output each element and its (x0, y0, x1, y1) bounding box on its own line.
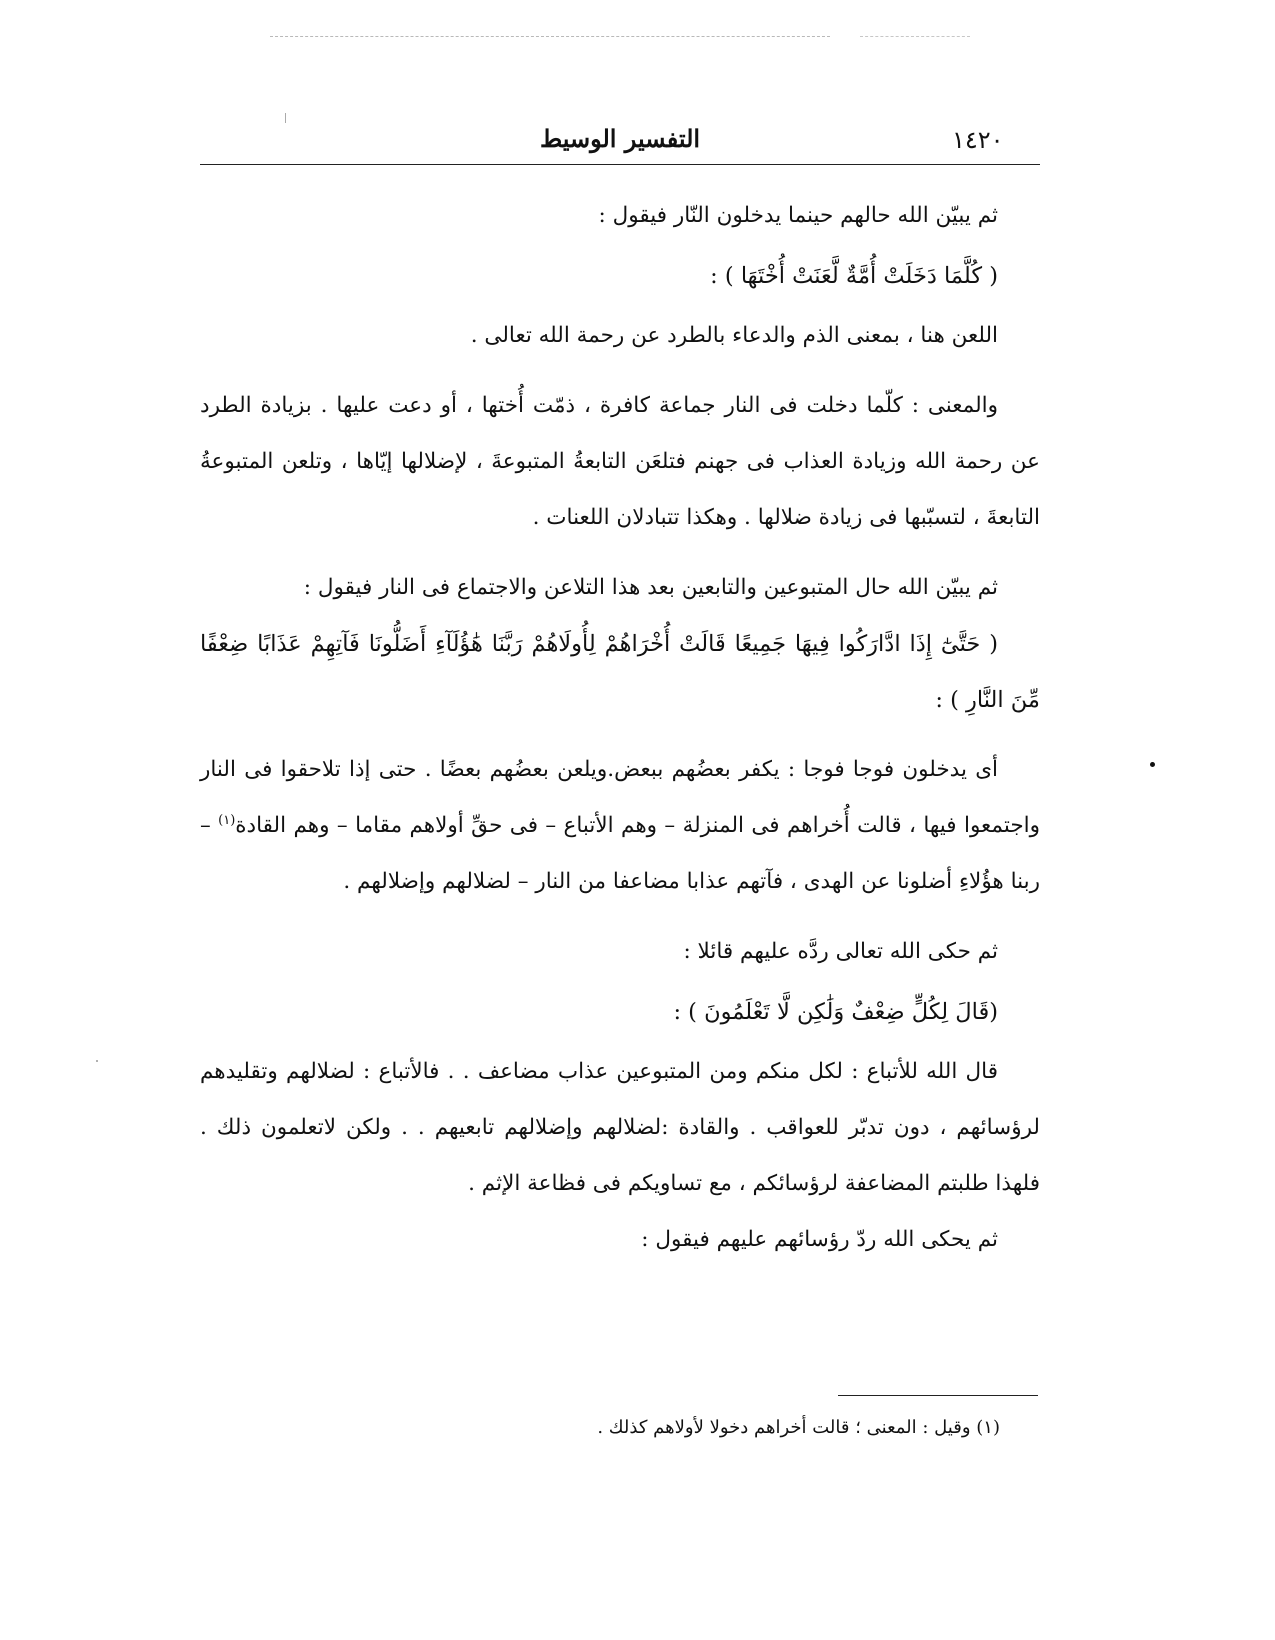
footnote: (١) وقيل : المعنى ؛ قالت أخراهم دخولا لأولاهم كذلك . (597, 1417, 1000, 1438)
quran-verse: ( حَتَّىٰٓ إِذَا ادَّارَكُوا فِيهَا جَمِيعًا قَالَتْ أُخْرَاهُمْ لِأُولَاهُمْ رَبَّنَا هَٰؤُلَآءِ أَضَلُّونَا فَآتِهِمْ عَذَابًا ضِعْفًا مِّنَ النَّارِ ) : (200, 631, 1040, 713)
scan-artifact-line (270, 36, 830, 37)
footnote-reference: (١) (218, 812, 236, 828)
paragraph-text: – ربنا هؤُلاءِ أضلونا عن الهدى ، فآتهم عذابا مضاعفا من النار – لضلالهم وإضلالهم . (200, 813, 1040, 894)
paragraph-text: أى يدخلون فوجا فوجا : يكفر بعضُهم ببعض.ويلعن بعضُهم بعضًا . حتى إذا تلاحقوا فى النار واجتمعوا فيها ، قالت أُخراهم فى المنزلة – وهم الأتباع – فى حقِّ أولاهم مقاما – وهم القادة (200, 757, 1040, 838)
paragraph-intro: ثم حكى الله تعالى ردَّه عليهم قائلا : (683, 939, 998, 964)
paragraph-intro: ثم يبيّن الله حال المتبوعين والتابعين بعد هذا التلاعن والاجتماع فى النار فيقول : (303, 575, 998, 600)
quran-verse: ( كُلَّمَا دَخَلَتْ أُمَّةٌ لَّعَنَتْ أُخْتَهَا ) : (710, 263, 998, 289)
scan-speck (1150, 762, 1155, 767)
paragraph: والمعنى : كلّما دخلت فى النار جماعة كافرة ، ذمّت أُختها ، أو دعت عليها . بزيادة الطرد عن رحمة الله وزيادة العذاب فى جهنم فتلعَن التابعةُ المتبوعةَ ، لإضلالها إيّاها ، وتلعن المتبوعةُ التابعةَ ، لتسبّبها فى زيادة ضلالها . وهكذا تتبادلان اللعنات . (200, 393, 1040, 530)
book-title: التفسير الوسيط (539, 124, 701, 153)
running-header (200, 122, 1040, 165)
paragraph: اللعن هنا ، بمعنى الذم والدعاء بالطرد عن رحمة الله تعالى . (470, 323, 998, 348)
footnote-separator (838, 1395, 1038, 1396)
paragraph-intro: ثم يبيّن الله حالهم حينما يدخلون النّار فيقول : (598, 203, 998, 228)
scan-artifact-line (860, 36, 970, 37)
paragraph-intro: ثم يحكى الله ردّ رؤسائهم عليهم فيقول : (641, 1227, 998, 1252)
scan-speck (96, 1060, 98, 1062)
paragraph: قال الله للأتباع : لكل منكم ومن المتبوعين عذاب مضاعف . . فالأتباع : لضلالهم وتقليدهم لرؤسائهم ، دون تدبّر للعواقب . والقادة :لضلالهم وإضلالهم تابعيهم . . ولكن لاتعلمون ذلك . فلهذا طلبتم المضاعفة لرؤسائكم ، مع تساويكم فى فظاعة الإثم . (200, 1059, 1040, 1196)
page-number: ١٤٢٠ (952, 126, 1004, 154)
quran-verse: (قَالَ لِكُلٍّ ضِعْفٌ وَلَٰكِن لَّا تَعْلَمُونَ ) : (673, 999, 998, 1025)
page-body (200, 188, 1040, 1268)
paragraph (200, 742, 1040, 910)
